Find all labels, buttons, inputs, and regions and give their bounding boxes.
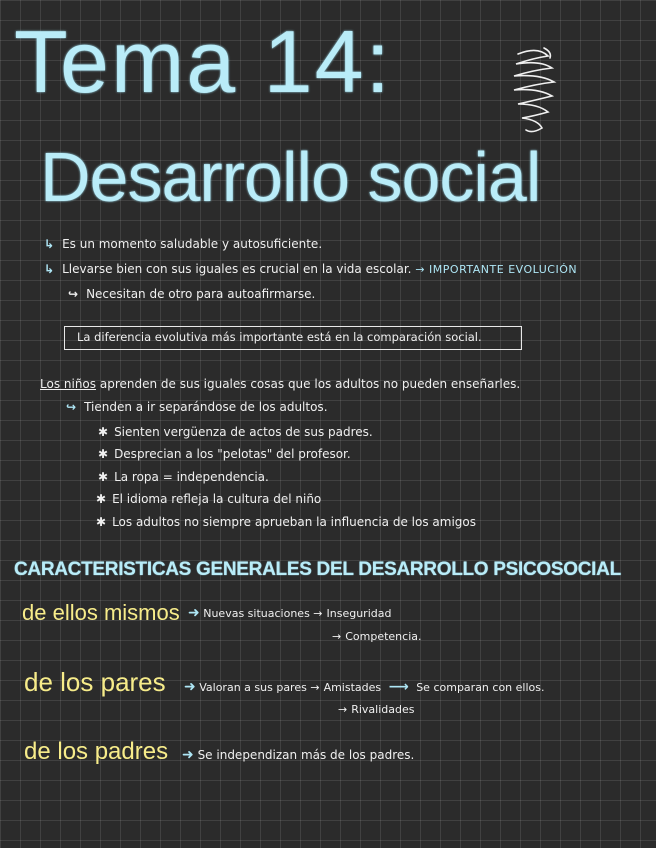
- list-item-text: Los adultos no siempre aprueban la influencia de los amigos: [112, 515, 476, 529]
- pares-text: Valoran a sus pares: [199, 681, 307, 694]
- list-item-text: El idioma refleja la cultura del niño: [112, 492, 322, 506]
- peers-main: [40, 376, 520, 392]
- section-heading: CARACTERISTICAS GENERALES DEL DESARROLLO PSICOSOCIAL: [14, 559, 621, 580]
- asterisk-icon: ✱: [98, 470, 109, 484]
- page-title-line2: Desarrollo social: [40, 138, 541, 216]
- mismos-row: [188, 606, 391, 621]
- pares-conclusion: Se comparan con ellos.: [416, 681, 545, 694]
- arrow-right-icon: ➜: [188, 605, 200, 621]
- peers-sub: [66, 399, 328, 415]
- important-note: → IMPORTANTE EVOLUCIÓN: [415, 263, 578, 276]
- swirl-doodle-icon: [504, 44, 560, 136]
- long-arrow-right-icon: ⟶: [388, 679, 409, 695]
- padres-text: Se independizan más de los padres.: [197, 748, 415, 762]
- peers-main-underlined: Los niños: [40, 377, 97, 391]
- pares-result-2: Rivalidades: [351, 703, 415, 716]
- list-item: [98, 446, 351, 462]
- pares-row: [184, 680, 544, 695]
- intro-sub-text: Necesitan de otro para autoafirmarse.: [86, 287, 316, 301]
- intro-bullet-1: [44, 236, 322, 252]
- hooked-arrow-icon: ↪: [68, 287, 79, 301]
- mismos-result-1: Inseguridad: [326, 607, 392, 620]
- arrow-right-icon: →: [313, 607, 323, 620]
- asterisk-icon: ✱: [96, 492, 107, 506]
- intro-bullet-1-text: Es un momento saludable y autosuficiente.: [62, 237, 323, 251]
- list-item: [96, 514, 476, 530]
- list-item: [98, 424, 373, 440]
- list-item-text: Sienten vergüenza de actos de sus padres.: [114, 425, 373, 439]
- list-item-text: La ropa = independencia.: [114, 470, 269, 484]
- asterisk-icon: ✱: [98, 447, 109, 461]
- label-los-padres: de los padres: [24, 738, 169, 765]
- intro-bullet-2: [44, 261, 577, 278]
- peers-main-rest: aprenden de sus iguales cosas que los adultos no pueden enseñarles.: [96, 377, 521, 391]
- mismos-result-2: Competencia.: [345, 630, 422, 643]
- arrow-right-icon: →: [310, 681, 320, 694]
- peers-sub-text: Tienden a ir separándose de los adultos.: [84, 400, 328, 414]
- intro-sub: [68, 286, 315, 302]
- list-item-text: Desprecian a los "pelotas" del profesor.: [114, 447, 351, 461]
- intro-bullet-2-text: Llevarse bien con sus iguales es crucial en la vida escolar.: [62, 262, 412, 276]
- label-ellos-mismos: de ellos mismos: [22, 600, 180, 625]
- arrow-right-icon: →: [338, 703, 348, 716]
- mismos-text: Nuevas situaciones: [203, 607, 310, 620]
- label-los-pares: de los pares: [24, 667, 166, 697]
- asterisk-icon: ✱: [98, 425, 109, 439]
- pares-row-2: [338, 703, 415, 717]
- hooked-arrow-icon: ↳: [44, 237, 55, 251]
- arrow-right-icon: →: [332, 630, 342, 643]
- page-title-line1: Tema 14:: [14, 12, 392, 111]
- arrow-right-icon: ➜: [184, 679, 196, 695]
- mismos-row-2: [332, 630, 422, 644]
- boxed-note: La diferencia evolutiva más importante está en la comparación social.: [64, 326, 522, 350]
- list-item: [98, 469, 269, 485]
- asterisk-icon: ✱: [96, 515, 107, 529]
- hooked-arrow-icon: ↳: [44, 262, 55, 276]
- padres-row: [182, 748, 414, 762]
- list-item: [96, 491, 321, 507]
- pares-result-1: Amistades: [323, 681, 382, 694]
- hooked-arrow-icon: ↪: [66, 400, 77, 414]
- arrow-right-icon: ➜: [182, 747, 194, 763]
